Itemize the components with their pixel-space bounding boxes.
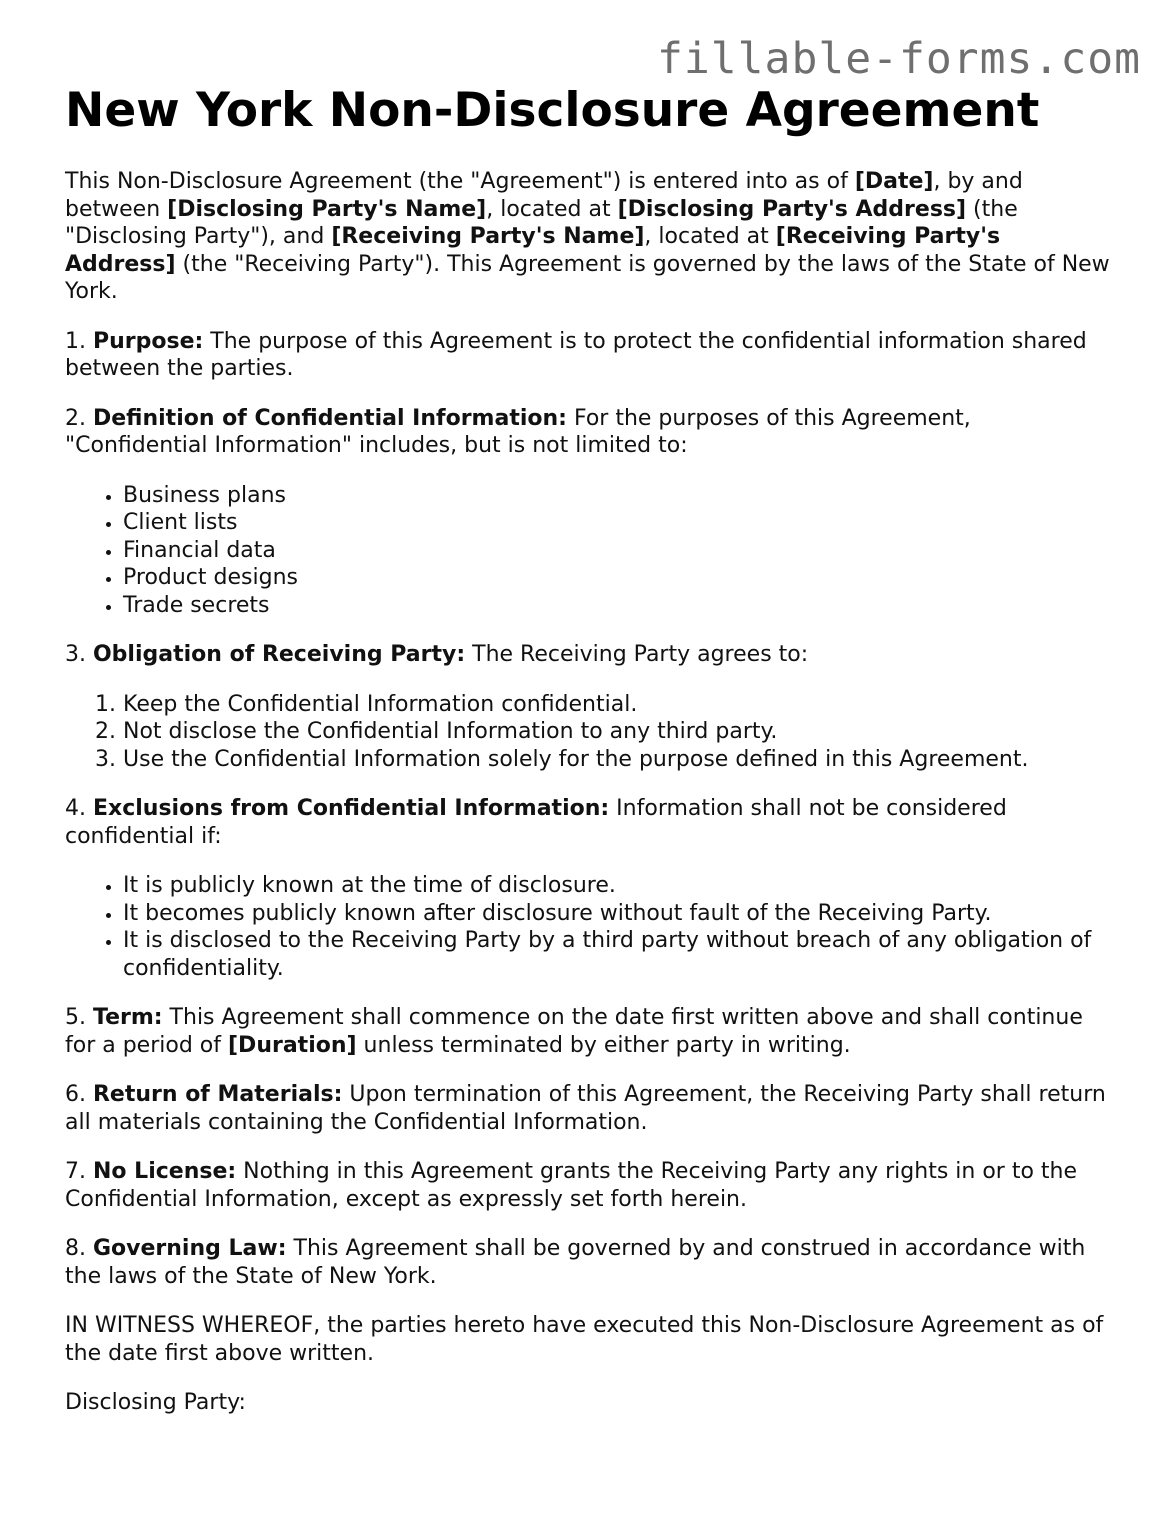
obligation-list	[65, 691, 1113, 774]
section-text: Upon termination of this Agreement, the Receiving Party shall return all materials containing the Confidential Information.	[65, 1082, 1106, 1135]
list-item: • Business plans	[123, 482, 1113, 510]
confidential-info-list	[65, 482, 1113, 620]
section-text: The purpose of this Agreement is to protect the confidential information shared between the parties.	[65, 328, 1087, 381]
receiving-party-address-field: [Receiving Party's Address]	[65, 224, 1001, 277]
section-text: This Agreement shall commence on the date first written above and shall continue for a period of	[65, 1005, 1083, 1058]
receiving-party-name-field: [Receiving Party's Name]	[331, 224, 645, 249]
section-text: Information shall not be considered confidential if:	[65, 796, 1007, 849]
section-purpose	[65, 328, 1113, 383]
disclosing-party-address-field: [Disclosing Party's Address]	[617, 196, 967, 222]
section-text: unless terminated by either party in writing.	[356, 1032, 851, 1058]
intro-text: , by and between	[65, 169, 1023, 222]
section-number: 6.	[65, 1082, 93, 1107]
section-definition	[65, 405, 1113, 460]
list-item: 1. Keep the Confidential Information confidential.	[123, 691, 1113, 719]
intro-text: (the "Disclosing Party"), and	[65, 196, 1018, 249]
section-heading: Return of Materials:	[92, 1082, 343, 1107]
witness-paragraph: IN WITNESS WHEREOF, the parties hereto have executed this Non-Disclosure Agreement as of the date first above written.	[65, 1313, 1104, 1366]
section-obligation	[65, 641, 1113, 669]
section-number: 2.	[65, 405, 93, 431]
list-item: • It is disclosed to the Receiving Party by a third party without breach of any obligation of confidentiality.	[123, 927, 1113, 982]
intro-paragraph	[65, 168, 1113, 306]
duration-field: [Duration]	[228, 1032, 357, 1058]
section-text: For the purposes of this Agreement, "Confidential Information" includes, but is not limited to:	[65, 405, 971, 458]
section-number: 1.	[65, 328, 93, 354]
section-number: 4.	[65, 796, 93, 821]
section-heading: No License:	[92, 1159, 237, 1184]
document-title: New York Non-Disclosure Agreement	[65, 83, 1040, 138]
exclusions-list	[65, 872, 1113, 982]
list-item: • Client lists	[123, 509, 1113, 537]
section-heading: Purpose:	[92, 328, 204, 354]
list-item: 2. Not disclose the Confidential Information to any third party.	[123, 718, 1113, 746]
disclosing-party-name-field: [Disclosing Party's Name]	[167, 196, 487, 222]
intro-text: (the "Receiving Party"). This Agreement is governed by the laws of the State of New York.	[65, 251, 1110, 304]
section-text: Nothing in this Agreement grants the Receiving Party any rights in or to the Confidential Information, except as expressly set forth herein.	[65, 1159, 1078, 1212]
date-field: [Date]	[854, 169, 934, 194]
list-item: • It becomes publicly known after disclosure without fault of the Receiving Party.	[123, 900, 1113, 928]
section-heading: Exclusions from Confidential Information:	[92, 796, 610, 821]
intro-text: , located at	[486, 196, 618, 222]
section-heading: Obligation of Receiving Party:	[92, 642, 466, 667]
list-item: • It is publicly known at the time of disclosure.	[123, 872, 1113, 900]
section-no-license	[65, 1158, 1113, 1213]
disclosing-party-signature-label: Disclosing Party:	[65, 1390, 246, 1415]
section-governing-law	[65, 1235, 1113, 1290]
section-number: 8.	[65, 1236, 93, 1261]
section-heading: Term:	[92, 1005, 163, 1030]
section-number: 3.	[65, 642, 93, 667]
list-item: • Product designs	[123, 564, 1113, 592]
section-text: This Agreement shall be governed by and construed in accordance with the laws of the State of New York.	[65, 1236, 1086, 1289]
section-exclusions	[65, 795, 1113, 850]
section-heading: Governing Law:	[92, 1236, 287, 1261]
list-item: 3. Use the Confidential Information solely for the purpose defined in this Agreement.	[123, 746, 1113, 774]
document-body	[65, 82, 1113, 1417]
section-term	[65, 1004, 1113, 1059]
list-item: • Trade secrets	[123, 592, 1113, 620]
section-number: 5.	[65, 1005, 93, 1030]
section-heading: Definition of Confidential Information:	[92, 405, 567, 431]
intro-text: , located at	[644, 224, 776, 249]
section-text: The Receiving Party agrees to:	[465, 642, 809, 667]
site-watermark: fillable-forms.com	[657, 34, 1141, 84]
list-item: • Financial data	[123, 537, 1113, 565]
section-number: 7.	[65, 1159, 93, 1184]
intro-text: This Non-Disclosure Agreement (the "Agreement") is entered into as of	[65, 169, 855, 194]
section-return-materials	[65, 1081, 1113, 1136]
